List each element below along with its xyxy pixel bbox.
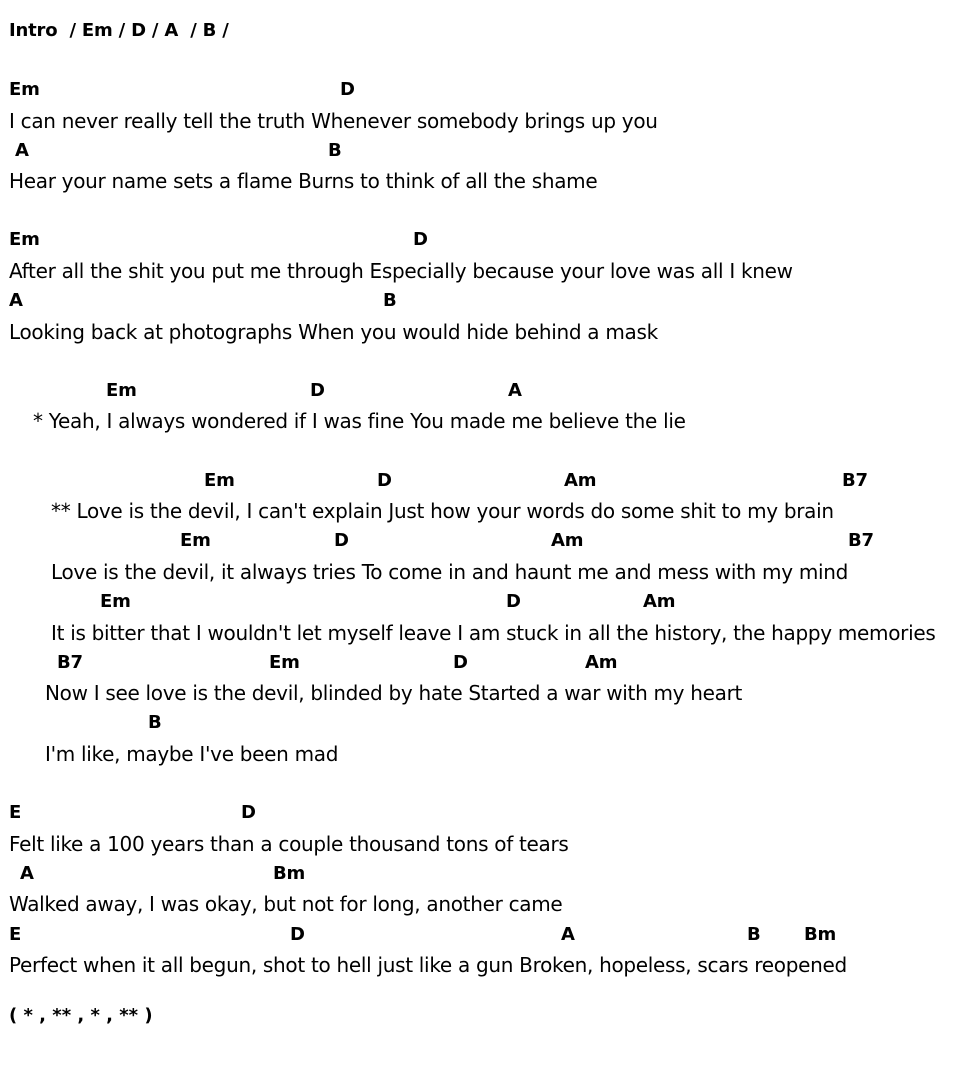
chord: Am [551,530,584,551]
lyric-line [0,621,963,651]
chord: A [20,863,34,884]
chord: D [506,591,521,612]
chord-line [0,470,963,500]
lyric: I can never really tell the truth Whenever somebody brings up you [9,109,658,133]
lyric: I'm like, maybe I've been mad [45,742,339,766]
chord-line [0,229,963,259]
lyric-line [0,109,963,139]
chord-line [0,712,963,742]
chord: A [561,924,575,945]
chord: B7 [842,470,868,491]
chord: Em [9,79,40,100]
chord: B [747,924,761,945]
chord: D [453,652,468,673]
chord: D [377,470,392,491]
chord: Em [9,229,40,250]
lyric-line [0,409,963,439]
chord-line [0,380,963,410]
chord-line [0,924,963,954]
chord: Em [204,470,235,491]
chord-line [0,863,963,893]
lyric-line [0,499,963,529]
lyric: After all the shit you put me through Especially because your love was all I knew [9,259,793,283]
lyric: Now I see love is the devil, blinded by hate Started a war with my heart [45,681,743,705]
chord-line [0,530,963,560]
chord: B [328,140,342,161]
lyric-line [0,892,963,922]
lyric-line [0,832,963,862]
chord: Bm [804,924,837,945]
chord-line [0,652,963,682]
lyric: It is bitter that I wouldn't let myself leave I am stuck in all the history, the happy memories [51,621,936,645]
chord-line [0,290,963,320]
chord: D [310,380,325,401]
chord: B7 [848,530,874,551]
lyric-line [0,259,963,289]
lyric: * Yeah, I always wondered if I was fine You made me believe the lie [33,409,686,433]
lyric: Felt like a 100 years than a couple thousand tons of tears [9,832,569,856]
chord: Am [564,470,597,491]
lyric: Love is the devil, it always tries To come in and haunt me and mess with my mind [51,560,849,584]
chord: Am [643,591,676,612]
lyric: Perfect when it all begun, shot to hell just like a gun Broken, hopeless, scars reopened [9,953,847,977]
chord: B [148,712,162,733]
chord: Em [180,530,211,551]
chord: B [383,290,397,311]
chord-line [0,591,963,621]
chord: Bm [273,863,306,884]
chord-line [0,802,963,832]
chord: D [290,924,305,945]
chord: E [9,924,22,945]
chord: D [334,530,349,551]
chord: D [340,79,355,100]
lyric-line [0,742,963,772]
chord: A [15,140,29,161]
chord: Em [100,591,131,612]
lyric: Looking back at photographs When you would hide behind a mask [9,320,658,344]
lyric: ** Love is the devil, I can't explain Just how your words do some shit to my brain [51,499,834,523]
lyric-line [0,681,963,711]
chord: Em [106,380,137,401]
lyric-line [0,953,963,983]
chord: A [508,380,522,401]
chord: E [9,802,22,823]
intro-line: Intro / Em / D / A / B / [9,20,229,41]
lyric: Walked away, I was okay, but not for long, another came [9,892,563,916]
chord: Am [585,652,618,673]
chord: D [241,802,256,823]
lyric: Hear your name sets a flame Burns to think of all the shame [9,169,598,193]
lyric-line [0,560,963,590]
chord-line [0,79,963,109]
lyric-line [0,169,963,199]
chord: B7 [57,652,83,673]
repeat-marker: ( * , ** , * , ** ) [9,1005,153,1026]
chord: D [413,229,428,250]
lyric-line [0,320,963,350]
chord: Em [269,652,300,673]
chord-line [0,140,963,170]
chord: A [9,290,23,311]
